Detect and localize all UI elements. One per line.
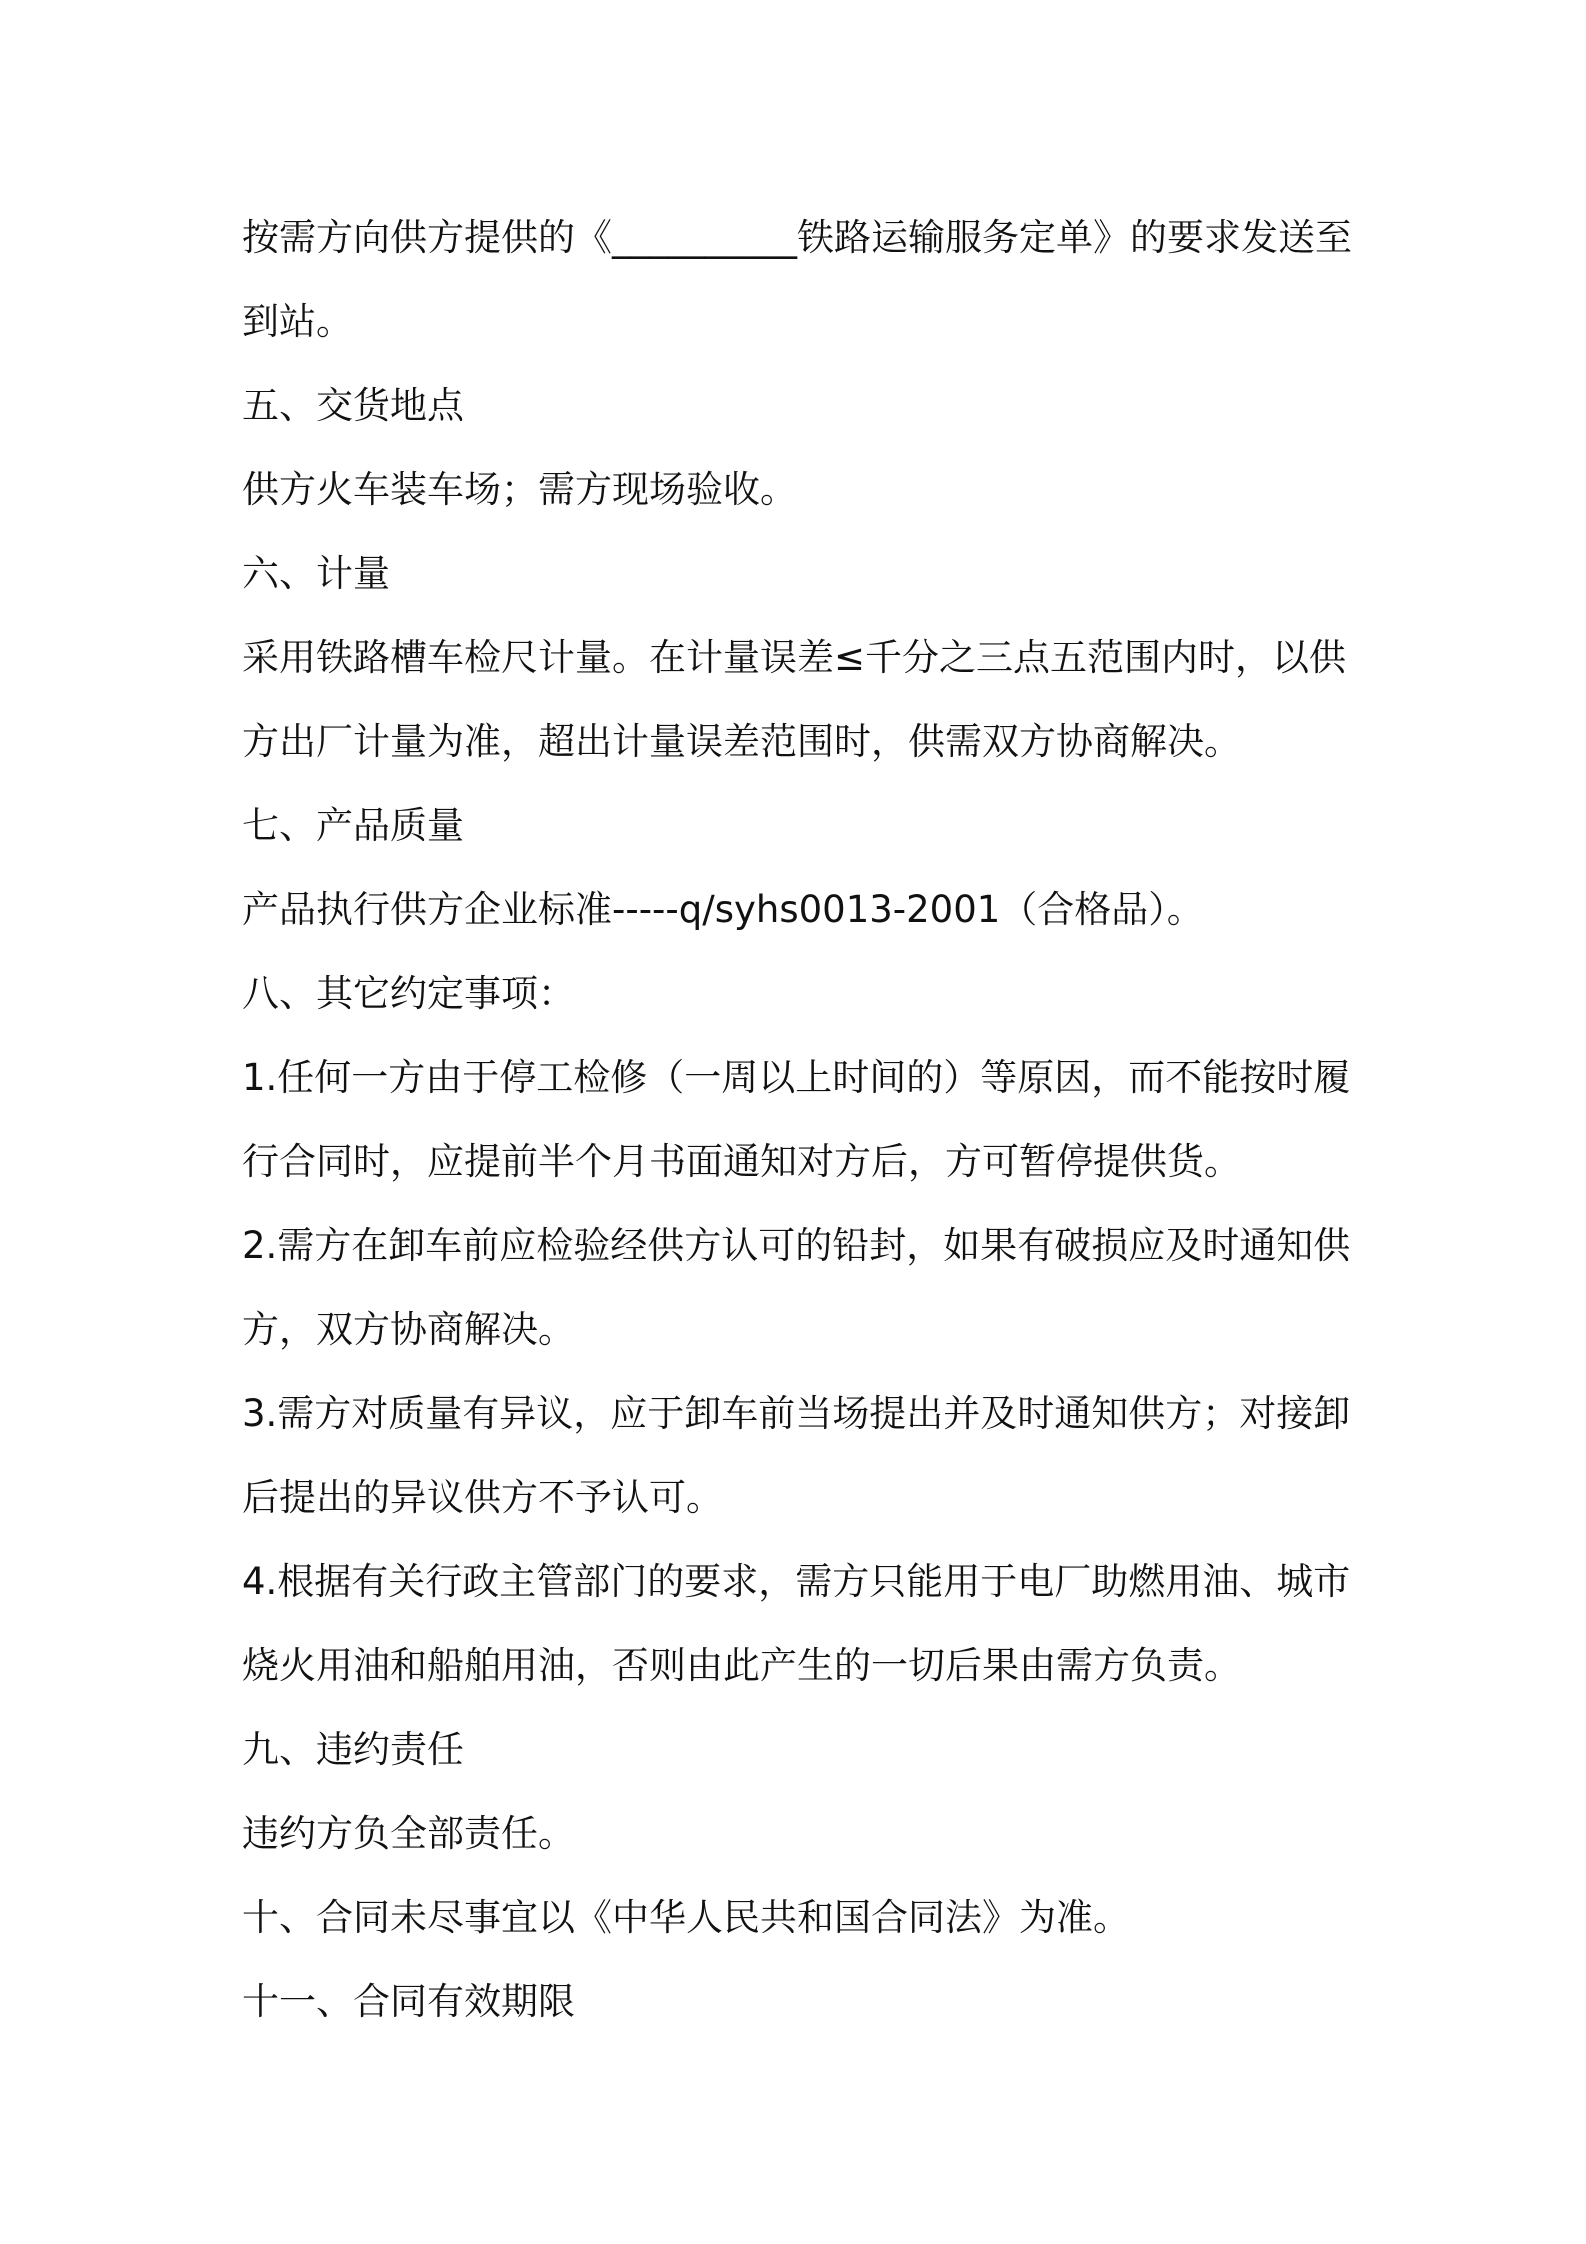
document-body [242, 196, 1362, 2044]
list-item-line: 2.需方在卸车前应检验经供方认可的铅封，如果有破损应及时通知供 [242, 1224, 1351, 1267]
section-heading-product-quality: 七、产品质量 [242, 804, 464, 847]
list-item-line: 3.需方对质量有异议，应于卸车前当场提出并及时通知供方；对接卸 [242, 1392, 1351, 1435]
paragraph-line: 供方火车装车场；需方现场验收。 [242, 468, 797, 511]
paragraph-line: 方出厂计量为准，超出计量误差范围时，供需双方协商解决。 [242, 720, 1241, 763]
section-heading-breach-liability: 九、违约责任 [242, 1728, 464, 1771]
list-item-line: 后提出的异议供方不予认可。 [242, 1476, 723, 1519]
list-item-line: 行合同时，应提前半个月书面通知对方后，方可暂停提供货。 [242, 1140, 1241, 1183]
section-heading-other-terms: 八、其它约定事项： [242, 972, 575, 1015]
paragraph-line: 按需方向供方提供的《__________铁路运输服务定单》的要求发送至 [242, 216, 1352, 259]
paragraph-line: 产品执行供方企业标准-----q/syhs0013-2001（合格品）。 [242, 888, 1204, 931]
list-item-line: 烧火用油和船舶用油，否则由此产生的一切后果由需方负责。 [242, 1644, 1241, 1687]
section-heading-contract-validity: 十一、合同有效期限 [242, 1980, 575, 2023]
section-heading-delivery-location: 五、交货地点 [242, 384, 464, 427]
list-item-line: 方，双方协商解决。 [242, 1308, 575, 1351]
paragraph-line: 采用铁路槽车检尺计量。在计量误差≤千分之三点五范围内时，以供 [242, 636, 1347, 679]
list-item-line: 4.根据有关行政主管部门的要求，需方只能用于电厂助燃用油、城市 [242, 1560, 1351, 1603]
paragraph-line: 违约方负全部责任。 [242, 1812, 575, 1855]
paragraph-line: 到站。 [242, 300, 353, 343]
section-heading-contract-law: 十、合同未尽事宜以《中华人民共和国合同法》为准。 [242, 1896, 1130, 1939]
section-heading-measurement: 六、计量 [242, 552, 390, 595]
list-item-line: 1.任何一方由于停工检修（一周以上时间的）等原因，而不能按时履 [242, 1056, 1351, 1099]
